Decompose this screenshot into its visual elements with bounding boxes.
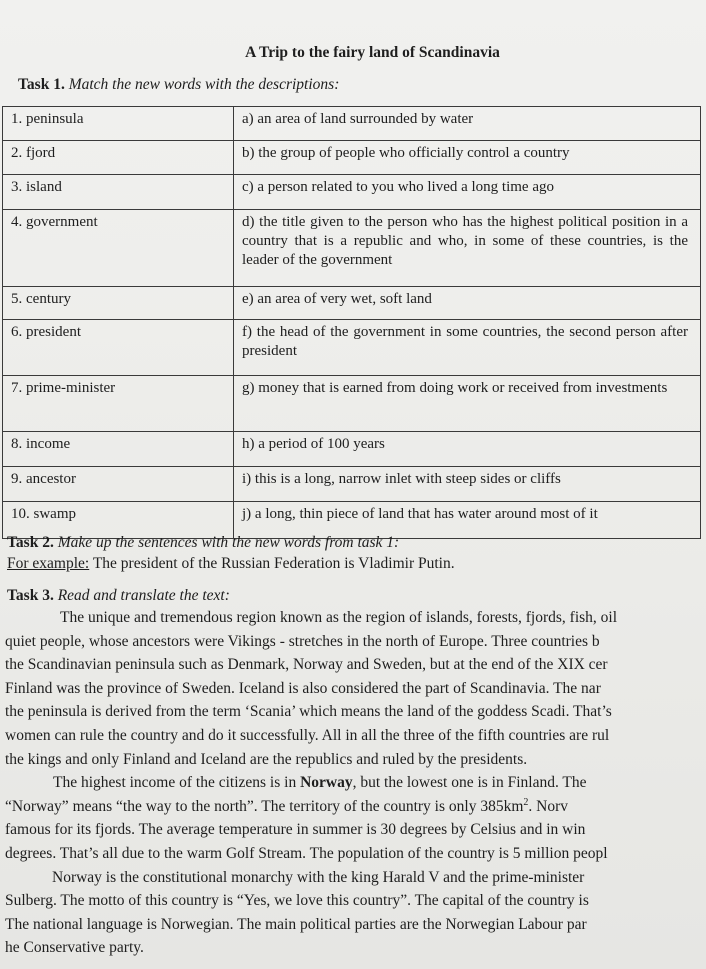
word-cell: 7. prime-minister [3,376,234,432]
description-cell: d) the title given to the person who has the highest political position in a country that is a republic and who, in some of these countries, is the leader of the government [234,210,701,287]
description-cell: i) this is a long, narrow inlet with steep sides or cliffs [234,467,701,502]
text-line [5,795,706,819]
text-fragment: . Norv [528,797,568,815]
document-title: A Trip to the fairy land of Scandinavia [245,44,500,61]
table-row [3,502,701,539]
text-line: degrees. That’s all due to the warm Golf Stream. The population of the country is 5 million peopl [5,844,608,862]
task-1-heading [18,76,339,94]
description-cell: b) the group of people who officially control a country [234,141,701,175]
task-3-heading [7,587,230,605]
word-cell: 3. island [3,175,234,210]
description-cell: f) the head of the government in some countries, the second person after president [234,320,701,376]
table-row [3,467,701,502]
matching-table [2,106,701,539]
text-line: quiet people, whose ancestors were Vikings - stretches in the north of Europe. Three countries b [5,632,600,650]
text-line: Finland was the province of Sweden. Iceland is also considered the part of Scandinavia. The nar [5,679,601,697]
word-cell: 1. peninsula [3,107,234,141]
description-cell: j) a long, thin piece of land that has water around most of it [234,502,701,539]
word-cell: 9. ancestor [3,467,234,502]
task-1-instruction: Match the new words with the descriptions: [68,76,340,93]
reading-text [5,606,706,960]
word-cell: 4. government [3,210,234,287]
table-row [3,376,701,432]
description-cell: h) a period of 100 years [234,432,701,467]
table-row [3,210,701,287]
description-cell: g) money that is earned from doing work or received from investments [234,376,701,432]
text-line: women can rule the country and do it successfully. All in all the three of the fifth countries are rul [5,726,610,744]
bold-word: Norway [300,774,353,792]
text-line: famous for its fjords. The average temperature in summer is 30 degrees by Celsius and in win [5,821,586,839]
task-3-label: Task 3. [7,587,54,604]
description-cell: c) a person related to you who lived a long time ago [234,175,701,210]
word-cell: 8. income [3,432,234,467]
text-fragment: , but the lowest one is in Finland. The [352,774,587,792]
word-cell: 5. century [3,287,234,320]
example-label: For example: [7,555,90,572]
table-row [3,175,701,210]
text-line: The national language is Norwegian. The main political parties are the Norwegian Labour par [5,915,587,933]
table-row [3,287,701,320]
table-row [3,107,701,141]
task-1-label: Task 1. [18,76,65,93]
description-cell: e) an area of very wet, soft land [234,287,701,320]
task-2-instruction: Make up the sentences with the new words from task 1: [57,534,400,551]
text-fragment: “Norway” means “the way to the north”. The territory of the country is only 385km [5,797,524,815]
task-3-instruction: Read and translate the text: [57,587,230,604]
table-row [3,320,701,376]
description-cell: a) an area of land surrounded by water [234,107,701,141]
text-line [5,771,706,795]
text-line: the kings and only Finland and Iceland are the republics and ruled by the presidents. [5,750,528,768]
text-line: the Scandinavian peninsula such as Denmark, Norway and Sweden, but at the end of the XIX cer [5,656,608,674]
text-line: The unique and tremendous region known as the region of islands, forests, fjords, fish, oil [60,609,618,626]
word-cell: 10. swamp [3,502,234,539]
table-row [3,432,701,467]
example-text: The president of the Russian Federation is Vladimir Putin. [92,555,455,572]
text-line: the peninsula is derived from the term ‘Scania’ which means the land of the goddess Scadi. That’s [5,703,612,721]
text-line: he Conservative party. [5,939,144,957]
superscript: 2 [523,796,529,808]
example-line [7,555,455,573]
table-row [3,141,701,175]
text-fragment: The highest income of the citizens is in [53,774,301,792]
text-line: Sulberg. The motto of this country is “Yes, we love this country”. The capital of the country is [5,892,589,910]
task-2-label: Task 2. [7,534,54,551]
text-line: Norway is the constitutional monarchy with the king Harald V and the prime-minister [52,868,585,886]
task-2-heading [7,534,399,552]
word-cell: 6. president [3,320,234,376]
word-cell: 2. fjord [3,141,234,175]
